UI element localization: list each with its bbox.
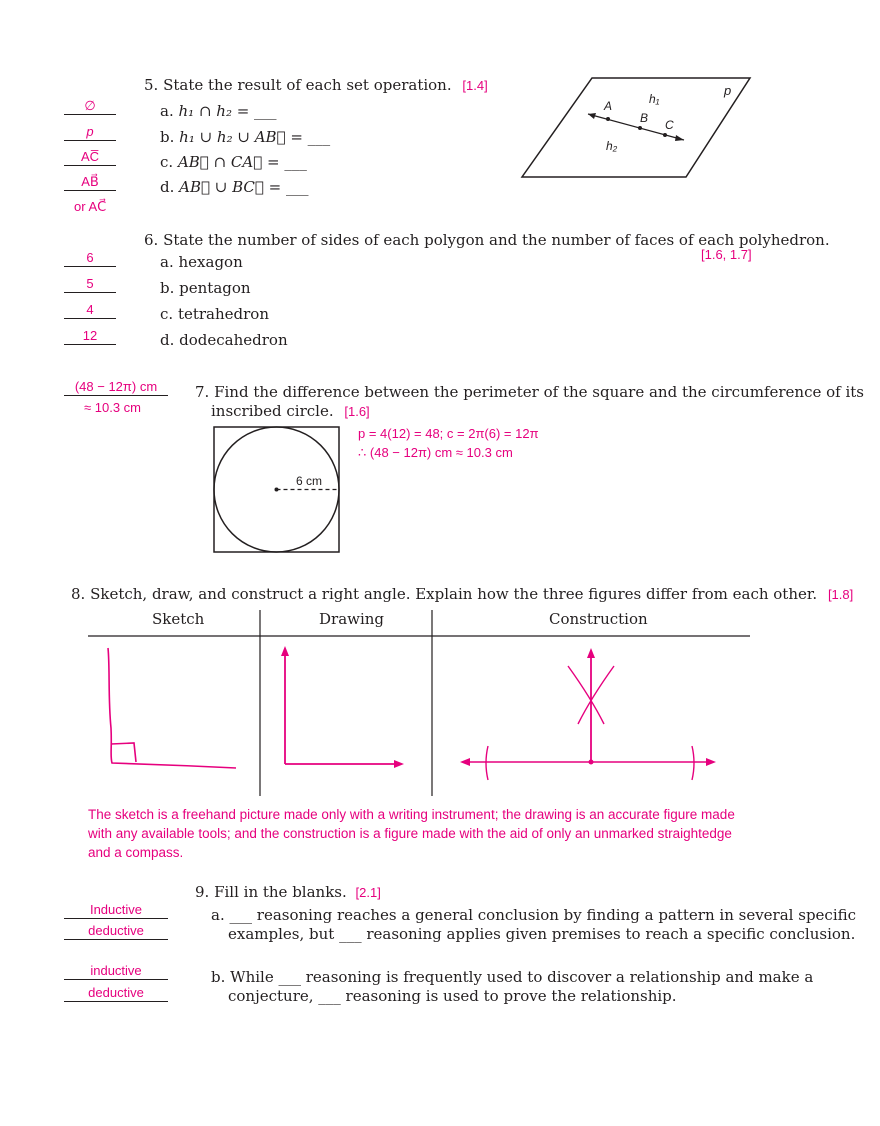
q6-stem: 6. State the number of sides of each polygon and the number of faces of each polyhedron.	[144, 231, 830, 249]
q9a-answer-1: Inductive	[64, 902, 168, 919]
q7-answer-approx: ≈ 10.3 cm	[84, 400, 141, 415]
sketch-angle	[108, 648, 236, 768]
q9b-line1: b. While ___ reasoning is frequently used to discover a relationship and make a	[211, 968, 814, 986]
sketch-right-angle-mark	[111, 743, 136, 762]
q9b-answer-1: inductive	[64, 963, 168, 980]
q6c-answer: 4	[64, 302, 116, 319]
q5a-item: a. h₁ ∩ h₂ = ___	[160, 102, 277, 120]
q8-explanation-line3: and a compass.	[88, 845, 184, 860]
q6b-answer: 5	[64, 276, 116, 293]
q7-square-circle-figure	[212, 425, 342, 555]
q6b-item: b. pentagon	[160, 279, 251, 297]
q9b-line2: conjecture, ___ reasoning is used to prove the relationship.	[228, 987, 677, 1005]
label-b: B	[640, 111, 649, 125]
q7-work-line1: p = 4(12) = 48; c = 2π(6) = 12π	[358, 426, 539, 441]
arrow-up-icon	[587, 648, 595, 658]
q8-explanation-line1: The sketch is a freehand picture made only with a writing instrument; the drawing is an accurate figure made	[88, 807, 735, 822]
label-h1: h₁	[649, 92, 660, 106]
arrow-left-icon	[460, 758, 470, 766]
q8-col-sketch: Sketch	[152, 610, 205, 628]
q6-ref: [1.6, 1.7]	[701, 247, 752, 262]
q8-explanation	[88, 805, 735, 862]
q5-plane-figure	[518, 74, 754, 180]
q9a-answer-2: deductive	[64, 923, 168, 940]
label-c: C	[665, 118, 674, 132]
q9-stem: 9. Fill in the blanks. [2.1]	[195, 883, 381, 901]
q8-ref: [1.8]	[827, 587, 854, 602]
point-c	[663, 133, 667, 137]
q8-col-construction: Construction	[549, 610, 648, 628]
arc-right	[692, 746, 694, 780]
q6a-answer: 6	[64, 250, 116, 267]
label-h2: h₂	[606, 139, 618, 153]
q8-stem: 8. Sketch, draw, and construct a right angle. Explain how the three figures differ from each other. [1.8]	[71, 585, 854, 603]
q6d-item: d. dodecahedron	[160, 331, 288, 349]
q7-ref: [1.6]	[344, 404, 370, 419]
q5d-answer-alt: or AC⃗	[74, 199, 107, 214]
q7-work	[358, 424, 539, 462]
q7-answer: (48 − 12π) cm	[64, 379, 168, 396]
arrow-right-icon	[394, 760, 404, 768]
label-a: A	[604, 99, 613, 113]
q6a-item: a. hexagon	[160, 253, 243, 271]
label-p: p	[724, 83, 732, 98]
q5d-item: d. AB⃗ ∪ BC⃗ = ___	[160, 178, 309, 196]
q9a-line1: a. ___ reasoning reaches a general conclusion by finding a pattern in several specific	[211, 906, 857, 924]
arrow-right-icon	[706, 758, 716, 766]
q5a-answer: ∅	[64, 98, 116, 115]
q7-work-line2: ∴ (48 − 12π) cm ≈ 10.3 cm	[358, 445, 513, 460]
construction-vertex	[589, 760, 594, 765]
arc-intersect-2	[578, 666, 614, 724]
q8-explanation-line2: with any available tools; and the construction is a figure made with the aid of only an unmarked straightedge	[88, 826, 732, 841]
arc-intersect-1	[568, 666, 604, 724]
point-a	[606, 117, 610, 121]
arrow-up-icon	[281, 646, 289, 656]
q8-col-drawing: Drawing	[319, 610, 385, 628]
q5-stem: 5. State the result of each set operation. [1.4]	[144, 76, 488, 94]
q8-table-figures	[86, 608, 752, 800]
q9a-line2: examples, but ___ reasoning applies given premises to reach a specific conclusion.	[228, 925, 856, 943]
q7-stem-line1: 7. Find the difference between the perimeter of the square and the circumference of its	[195, 383, 865, 401]
q5c-answer: AC̅	[64, 149, 116, 166]
q5c-item: c. AB⃗ ∩ CA⃗ = ___	[160, 153, 307, 171]
q9b-answer-2: deductive	[64, 985, 168, 1002]
q7-stem-line2: inscribed circle. [1.6]	[211, 402, 370, 420]
point-b	[638, 126, 642, 130]
q6d-answer: 12	[64, 328, 116, 345]
q9-ref: [2.1]	[355, 885, 381, 900]
arrow-left-icon	[588, 113, 596, 119]
q5d-answer: AB⃗	[64, 174, 116, 191]
q5b-item: b. h₁ ∪ h₂ ∪ AB⃡ = ___	[160, 128, 331, 146]
arrow-right-icon	[675, 135, 684, 141]
q6c-item: c. tetrahedron	[160, 305, 270, 323]
arc-left	[486, 746, 488, 780]
q5-ref: [1.4]	[462, 78, 488, 93]
q5b-answer: p	[64, 124, 116, 141]
radius-label: 6 cm	[296, 474, 323, 488]
